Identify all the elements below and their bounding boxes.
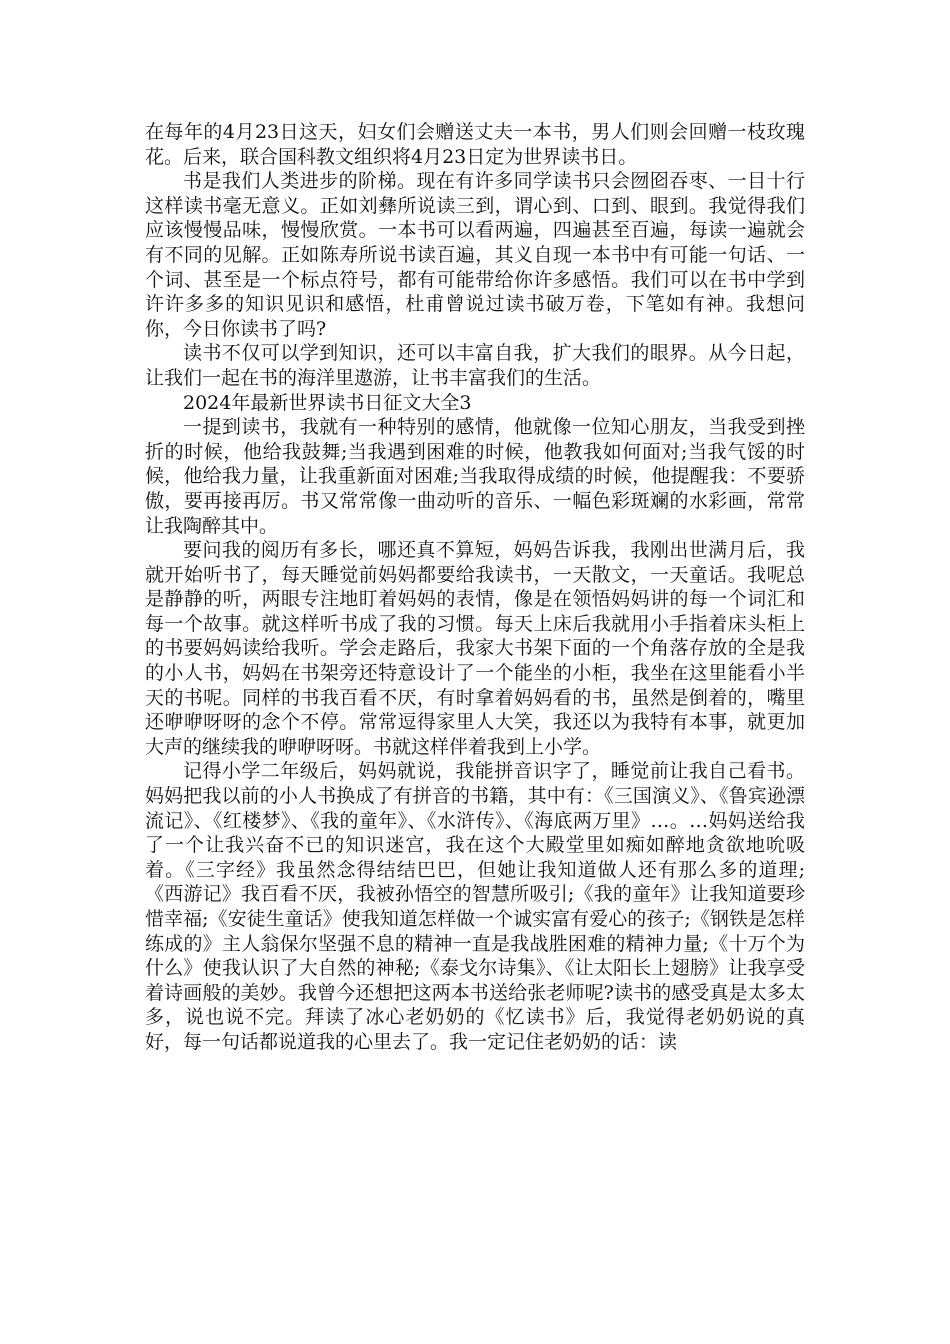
- paragraph-4: 一提到读书，我就有一种特别的感情，他就像一位知心朋友，当我受到挫折的时候，他给我鼓舞;当我遇到困难的时候，他教我如何面对;当我气馁的时候，他给我力量，让我重新面对困难;当我取得成绩的时候，他提醒我：不要骄傲，要再接再厉。书又常常像一曲动听的音乐、一幅色彩斑斓的水彩画，常常让我陶醉其中。: [145, 416, 805, 537]
- document-page: [145, 120, 805, 1055]
- paragraph-3: 读书不仅可以学到知识，还可以丰富自我，扩大我们的眼界。从今日起，让我们一起在书的海洋里遨游，让书丰富我们的生活。: [145, 342, 805, 389]
- paragraph-1: 在每年的4月23日这天，妇女们会赠送丈夫一本书，男人们则会回赠一枝玫瑰花。后来，联合国科教文组织将4月23日定为世界读书日。: [145, 121, 805, 168]
- section-heading: 2024年最新世界读书日征文大全3: [183, 391, 472, 414]
- paragraph-2: 书是我们人类进步的阶梯。现在有许多同学读书只会囫囵吞枣、一目十行这样读书毫无意义。正如刘彝所说读三到，谓心到、口到、眼到。我觉得我们应该慢慢品味，慢慢欣赏。一本书可以看两遍，四遍甚至百遍，每读一遍就会有不同的见解。正如陈寿所说书读百遍，其义自现一本书中有可能一句话、一个词、甚至是一个标点符号，都有可能带给你许多感悟。我们可以在书中学到许许多多的知识见识和感悟，杜甫曾说过读书破万卷，下笔如有神。我想问你，今日你读书了吗?: [145, 170, 805, 340]
- paragraph-5: 要问我的阅历有多长，哪还真不算短，妈妈告诉我，我刚出世满月后，我就开始听书了，每天睡觉前妈妈都要给我读书，一天散文，一天童话。我呢总是静静的听，两眼专注地盯着妈妈的表情，像是在领悟妈妈讲的每一个词汇和每一个故事。就这样听书成了我的习惯。每天上床后我就用小手指着床头柜上的书要妈妈读给我听。学会走路后，我家大书架下面的一个角落存放的全是我的小人书，妈妈在书架旁还特意设计了一个能坐的小柜，我坐在这里能看小半天的书呢。同样的书我百看不厌，有时拿着妈妈看的书，虽然是倒着的，嘴里还咿咿呀呀的念个不停。常常逗得家里人大笑，我还以为我特有本事，就更加大声的继续我的咿咿呀呀。书就这样伴着我到上小学。: [145, 539, 805, 758]
- paragraph-6: 记得小学二年级后，妈妈就说，我能拼音识字了，睡觉前让我自己看书。妈妈把我以前的小人书换成了有拼音的书籍，其中有：《三国演义》、《鲁宾逊漂流记》、《红楼梦》、《我的童年》、《水浒传》、《海底两万里》…。…妈妈送给我了一个让我兴奋不已的知识迷宫，我在这个大殿堂里如痴如醉地贪欲地吮吸着。《三字经》我虽然念得结结巴巴，但她让我知道做人还有那么多的道理;《西游记》我百看不厌，我被孙悟空的智慧所吸引;《我的童年》让我知道要珍惜幸福;《安徒生童话》使我知道怎样做一个诚实富有爱心的孩子;《钢铁是怎样练成的》主人翁保尔坚强不息的精神一直是我战胜困难的精神力量;《十万个为什么》使我认识了大自然的神秘;《泰戈尔诗集》、《让太阳长上翅膀》让我享受着诗画般的美妙。我曾今还想把这两本书送给张老师呢?读书的感受真是太多太多，说也说不完。拜读了冰心老奶奶的《忆读书》后，我觉得老奶奶说的真好，每一句话都说道我的心里去了。我一定记住老奶奶的话：读: [145, 760, 805, 1053]
